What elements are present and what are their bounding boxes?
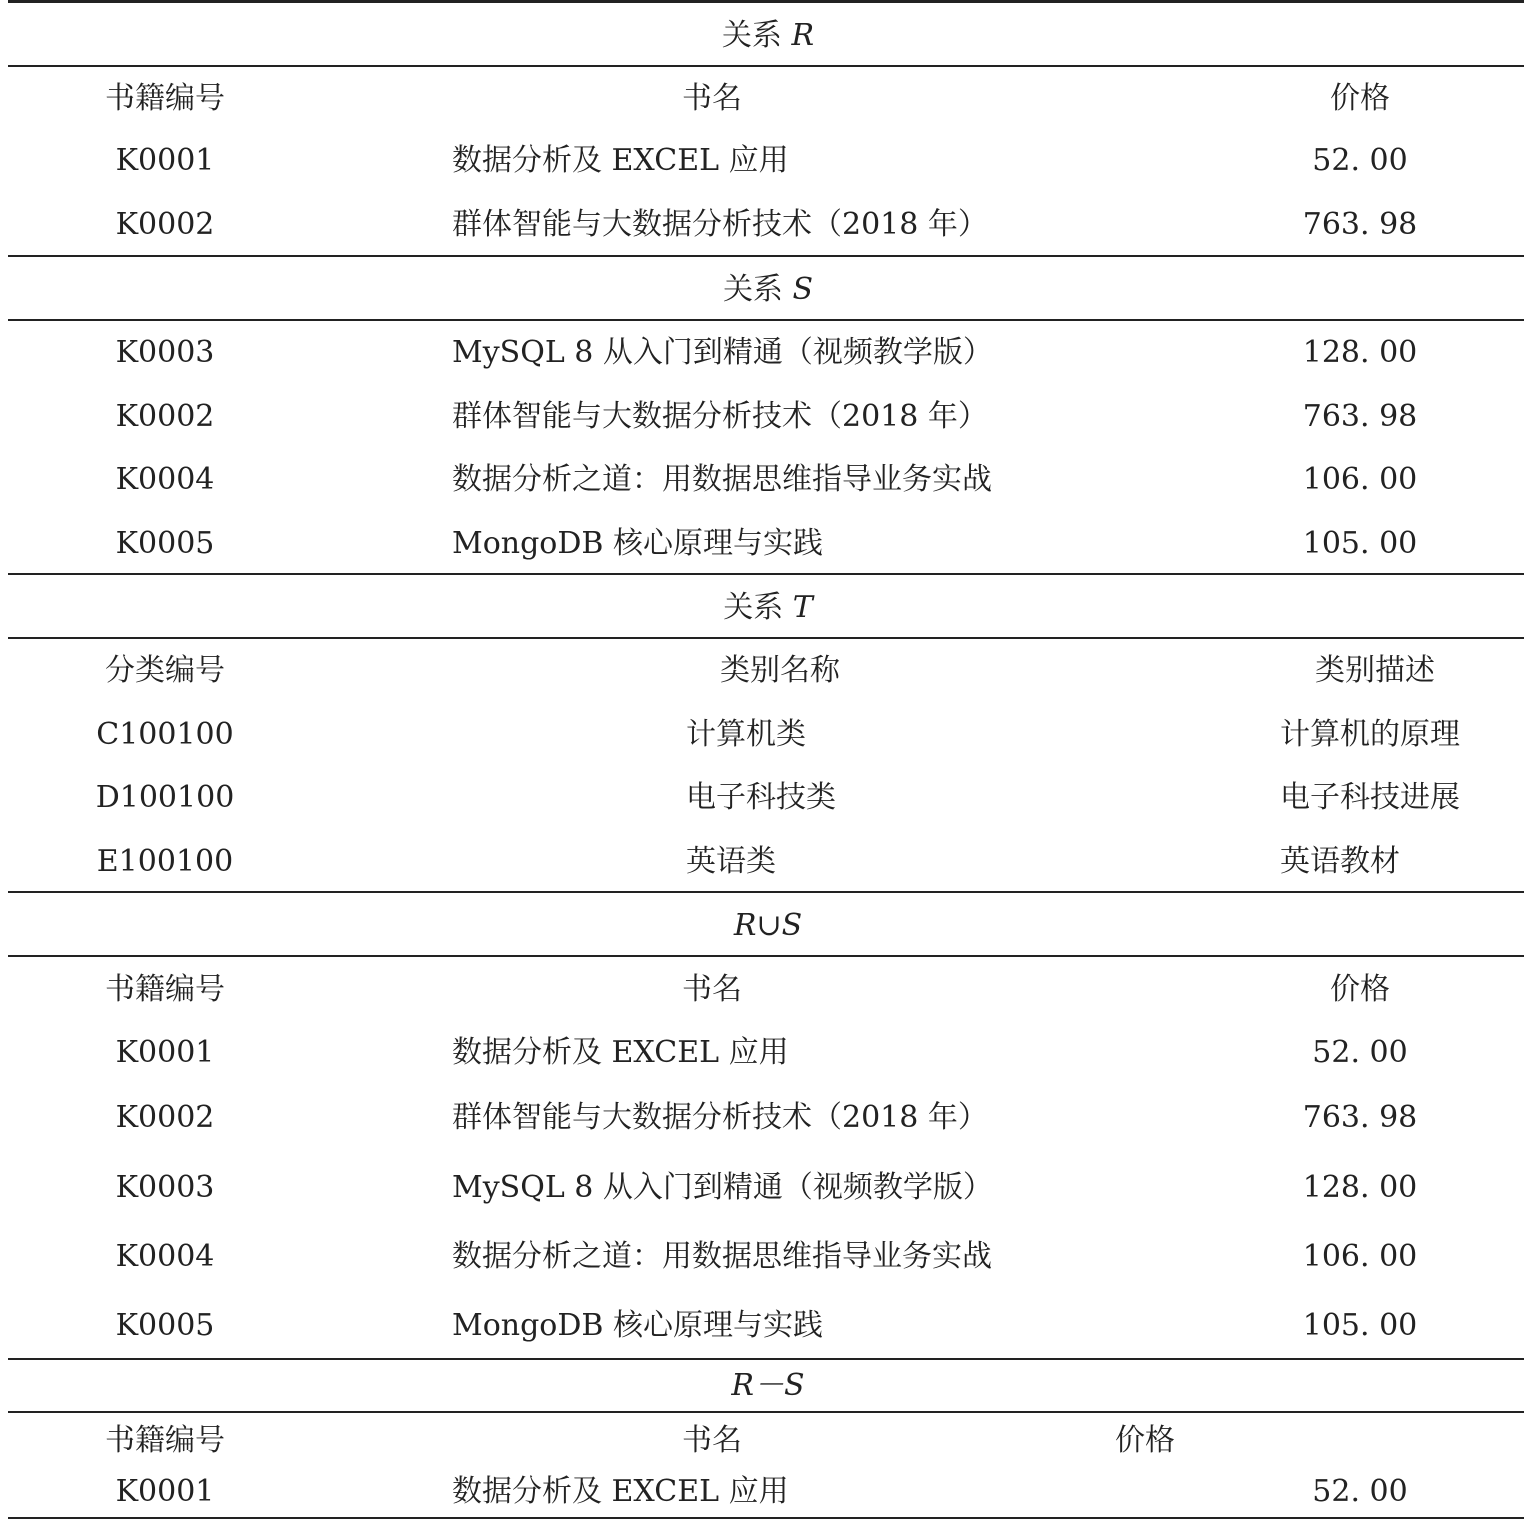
relation-r-title bbox=[0, 18, 1536, 54]
category-name-cell: 英语类 bbox=[686, 844, 776, 879]
price-cell: 52. 00 bbox=[1312, 143, 1408, 178]
book-name-cell: MySQL 8 从入门到精通（视频教学版） bbox=[452, 1170, 993, 1205]
title-variable: S bbox=[792, 272, 814, 307]
price-cell: 106. 00 bbox=[1302, 462, 1418, 497]
rule-union-end bbox=[8, 1358, 1524, 1360]
book-name-cell: 群体智能与大数据分析技术（2018 年） bbox=[452, 399, 988, 434]
book-id-cell: K0002 bbox=[115, 207, 215, 242]
header-book-id: 书籍编号 bbox=[105, 81, 225, 116]
title-variable: R bbox=[791, 18, 815, 53]
rule-s-end bbox=[8, 573, 1524, 575]
price-cell: 52. 00 bbox=[1312, 1035, 1408, 1070]
book-name-cell: 数据分析及 EXCEL 应用 bbox=[452, 143, 789, 178]
title-variable: T bbox=[792, 590, 813, 625]
category-name-cell: 电子科技类 bbox=[686, 780, 836, 815]
header-book-id: 书籍编号 bbox=[105, 972, 225, 1007]
book-id-cell: K0004 bbox=[115, 462, 215, 497]
book-id-cell: K0005 bbox=[115, 526, 215, 561]
bottom-rule bbox=[8, 1517, 1524, 1519]
price-cell: 763. 98 bbox=[1302, 207, 1418, 242]
book-id-cell: K0001 bbox=[115, 1474, 215, 1509]
price-cell: 128. 00 bbox=[1302, 1170, 1418, 1205]
header-category-desc: 类别描述 bbox=[1315, 653, 1435, 688]
book-name-cell: 群体智能与大数据分析技术（2018 年） bbox=[452, 207, 988, 242]
category-name-cell: 计算机类 bbox=[686, 717, 806, 752]
header-price: 价格 bbox=[1115, 1423, 1175, 1458]
category-id-cell: D100100 bbox=[95, 780, 235, 815]
rule-t-title bbox=[8, 637, 1524, 639]
header-book-name: 书名 bbox=[682, 81, 742, 116]
header-book-name: 书名 bbox=[682, 1423, 742, 1458]
book-name-cell: MongoDB 核心原理与实践 bbox=[452, 1308, 824, 1343]
book-id-cell: K0002 bbox=[115, 399, 215, 434]
book-name-cell: 数据分析之道：用数据思维指导业务实战 bbox=[452, 1239, 992, 1274]
price-cell: 763. 98 bbox=[1302, 1100, 1418, 1135]
rule-diff-title bbox=[8, 1411, 1524, 1413]
price-cell: 106. 00 bbox=[1302, 1239, 1418, 1274]
book-id-cell: K0002 bbox=[115, 1100, 215, 1135]
book-id-cell: K0003 bbox=[115, 335, 215, 370]
book-name-cell: 群体智能与大数据分析技术（2018 年） bbox=[452, 1100, 988, 1135]
book-id-cell: K0001 bbox=[115, 143, 215, 178]
rule-s-title bbox=[8, 319, 1524, 321]
price-cell: 763. 98 bbox=[1302, 399, 1418, 434]
price-cell: 128. 00 bbox=[1302, 335, 1418, 370]
price-cell: 105. 00 bbox=[1302, 1308, 1418, 1343]
book-id-cell: K0001 bbox=[115, 1035, 215, 1070]
header-book-name: 书名 bbox=[682, 972, 742, 1007]
title-prefix: 关系 bbox=[721, 18, 792, 53]
header-book-id: 书籍编号 bbox=[105, 1423, 225, 1458]
header-category-id: 分类编号 bbox=[105, 653, 225, 688]
book-name-cell: 数据分析及 EXCEL 应用 bbox=[452, 1035, 789, 1070]
title-prefix: 关系 bbox=[722, 272, 793, 307]
book-name-cell: MongoDB 核心原理与实践 bbox=[452, 526, 824, 561]
top-rule bbox=[8, 0, 1524, 3]
book-name-cell: 数据分析及 EXCEL 应用 bbox=[452, 1474, 789, 1509]
category-id-cell: C100100 bbox=[96, 717, 234, 752]
relation-t-title bbox=[0, 590, 1536, 626]
book-name-cell: MySQL 8 从入门到精通（视频教学版） bbox=[452, 335, 993, 370]
relation-s-title bbox=[0, 272, 1536, 308]
book-id-cell: K0005 bbox=[115, 1308, 215, 1343]
category-desc-cell: 电子科技进展 bbox=[1280, 780, 1460, 815]
rule-t-end bbox=[8, 891, 1524, 893]
header-price: 价格 bbox=[1330, 972, 1390, 1007]
difference-title: R－S bbox=[731, 1368, 805, 1403]
category-id-cell: E100100 bbox=[96, 844, 234, 879]
price-cell: 105. 00 bbox=[1302, 526, 1418, 561]
title-prefix: 关系 bbox=[723, 590, 793, 625]
book-id-cell: K0003 bbox=[115, 1170, 215, 1205]
price-cell: 52. 00 bbox=[1312, 1474, 1408, 1509]
book-id-cell: K0004 bbox=[115, 1239, 215, 1274]
union-title: R∪S bbox=[733, 908, 803, 943]
rule-r-end bbox=[8, 255, 1524, 257]
book-name-cell: 数据分析之道：用数据思维指导业务实战 bbox=[452, 462, 992, 497]
category-desc-cell: 计算机的原理 bbox=[1280, 717, 1460, 752]
rule-union-title bbox=[8, 955, 1524, 957]
rule-r-title bbox=[8, 65, 1524, 67]
header-price: 价格 bbox=[1330, 81, 1390, 116]
category-desc-cell: 英语教材 bbox=[1280, 844, 1400, 879]
header-category-name: 类别名称 bbox=[720, 653, 840, 688]
